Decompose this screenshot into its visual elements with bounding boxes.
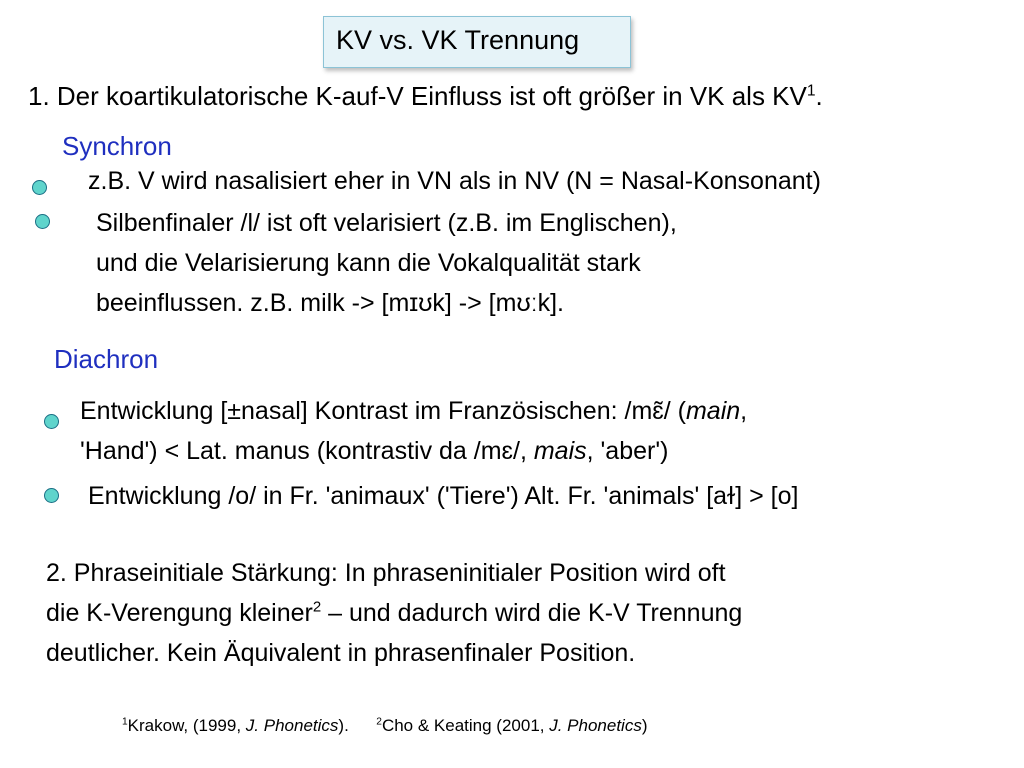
- text-segment: Cho & Keating (2001,: [381, 716, 550, 735]
- point-1-text: 1. Der koartikulatorische K-auf-V Einfluss ist oft größer in VK als KV: [28, 81, 807, 111]
- footnote-number: 1: [122, 716, 128, 728]
- point-2-line-1: 2. Phraseinitiale Stärkung: In phraseninitialer Position wird oft: [46, 559, 726, 587]
- bullet-icon: [32, 180, 47, 195]
- italic-word: mais: [533, 437, 587, 465]
- synchron-item-2-line-2: und die Velarisierung kann die Vokalqualität stark: [96, 249, 641, 277]
- diachron-item-1-line-1: [80, 391, 747, 431]
- slide-title: KV vs. VK Trennung: [336, 25, 580, 55]
- italic-word: main: [685, 397, 741, 425]
- bullet-icon: [44, 488, 59, 503]
- text-segment: die K-Verengung kleiner: [46, 599, 313, 627]
- point-1-end: .: [815, 81, 823, 111]
- footnote-ref-2: 2: [312, 598, 322, 616]
- footnote-1: [122, 716, 349, 735]
- point-2-line-2: [46, 593, 742, 633]
- synchron-item-2-line-1: Silbenfinaler /l/ ist oft velarisiert (z.B. im Englischen),: [96, 209, 677, 237]
- title-box: [323, 16, 631, 68]
- diachron-item-1-line-2: [80, 431, 747, 471]
- text-segment: – und dadurch wird die K-V Trennung: [321, 599, 743, 627]
- footnotes: [122, 716, 648, 736]
- synchron-item-1: z.B. V wird nasalisiert eher in VN als in NV (N = Nasal-Konsonant): [88, 167, 821, 195]
- footnote-number: 2: [376, 716, 382, 728]
- bullet-icon: [35, 214, 50, 229]
- point-2: [46, 553, 742, 673]
- bullet-icon: [44, 414, 59, 429]
- footnote-ref-1: 1: [806, 82, 816, 100]
- text-segment: ).: [338, 716, 349, 735]
- journal-name: J. Phonetics: [245, 716, 339, 735]
- synchron-heading: Synchron: [62, 131, 172, 161]
- point-1: [28, 78, 823, 114]
- synchron-item-2: [96, 203, 677, 323]
- diachron-item-2: Entwicklung /o/ in Fr. 'animaux' ('Tiere') Alt. Fr. 'animals' [aɫ] > [o]: [88, 482, 799, 510]
- diachron-heading: Diachron: [54, 344, 159, 374]
- text-segment: , 'aber'): [586, 437, 669, 465]
- text-segment: Krakow, (1999,: [127, 716, 246, 735]
- point-2-line-3: deutlicher. Kein Äquivalent in phrasenfinaler Position.: [46, 639, 636, 667]
- synchron-item-2-line-3: beeinflussen. z.B. milk -> [mɪʊk] -> [mʊːk].: [96, 289, 564, 317]
- text-segment: ): [641, 716, 648, 735]
- diachron-item-1: [80, 391, 747, 471]
- footnote-2: [376, 716, 647, 735]
- text-segment: 'Hand') < Lat. manus (kontrastiv da /mɛ/,: [80, 437, 534, 465]
- text-segment: Entwicklung [±nasal] Kontrast im Französischen: /mɛ̃/ (: [80, 397, 686, 425]
- text-segment: ,: [740, 397, 748, 425]
- journal-name: J. Phonetics: [549, 716, 642, 735]
